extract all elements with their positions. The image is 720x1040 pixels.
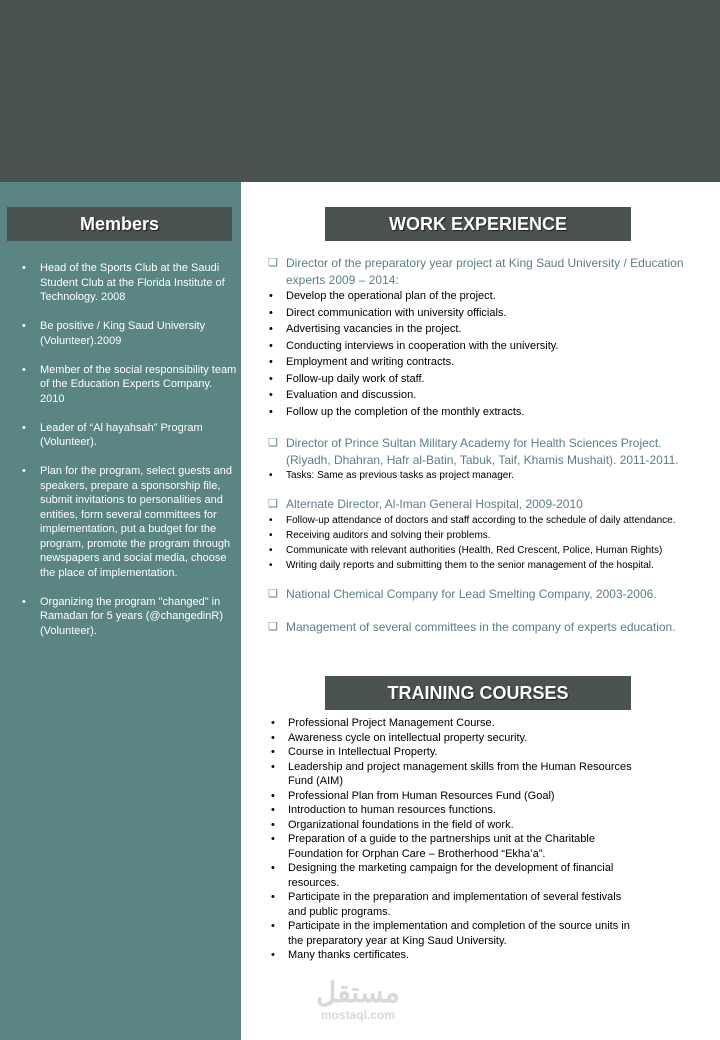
job-entry xyxy=(268,435,708,483)
job-title: ❑ National Chemical Company for Lead Smelting Company, 2003-2006. xyxy=(268,586,708,603)
job-title: ❑ Director of Prince Sultan Military Academy for Health Sciences Project. (Riyadh, Dhahran, Hafr al-Batin, Tabuk, Taif, Khamis Mushait). 2011-2011. xyxy=(268,435,708,468)
job-task: • Receiving auditors and solving their problems. xyxy=(268,528,708,543)
training-item: • Introduction to human resources functions. xyxy=(270,803,640,818)
member-item: • Be positive / King Saud University (Volunteer).2009 xyxy=(20,319,238,348)
training-item: • Preparation of a guide to the partnerships unit at the Charitable Foundation for Orphan Care – Brotherhood “Ekha’a”. xyxy=(270,832,640,861)
job-entry xyxy=(268,586,708,603)
job-task: • Follow-up daily work of staff. xyxy=(268,371,708,388)
job-entry xyxy=(268,619,708,636)
job-task: • Direct communication with university officials. xyxy=(268,305,708,322)
members-list xyxy=(20,261,238,653)
member-item: • Head of the Sports Club at the Saudi Student Club at the Florida Institute of Technology. 2008 xyxy=(20,261,238,305)
job-task: • Communicate with relevant authorities (Health, Red Crescent, Police, Human Rights) xyxy=(268,543,708,558)
member-item: • Leader of “Al hayahsah” Program (Volunteer). xyxy=(20,421,238,450)
training-item: • Participate in the preparation and implementation of several festivals and public programs. xyxy=(270,890,640,919)
training-item: • Leadership and project management skills from the Human Resources Fund (AIM) xyxy=(270,760,640,789)
training-item: • Designing the marketing campaign for the development of financial resources. xyxy=(270,861,640,890)
job-entry xyxy=(268,496,708,573)
member-item: • Member of the social responsibility team of the Education Experts Company. 2010 xyxy=(20,363,238,407)
training-item: • Professional Plan from Human Resources Fund (Goal) xyxy=(270,789,640,804)
training-item: • Awareness cycle on intellectual property security. xyxy=(270,731,640,746)
header-banner xyxy=(0,0,720,182)
job-task: • Follow up the completion of the monthly extracts. xyxy=(268,404,708,421)
training-item: • Professional Project Management Course. xyxy=(270,716,640,731)
sidebar xyxy=(0,182,241,1040)
training-item: • Course in Intellectual Property. xyxy=(270,745,640,760)
job-task: • Employment and writing contracts. xyxy=(268,354,708,371)
training-item: • Organizational foundations in the field of work. xyxy=(270,818,640,833)
training-list xyxy=(270,716,640,963)
job-task: • Conducting interviews in cooperation with the university. xyxy=(268,338,708,355)
job-task: • Follow-up attendance of doctors and staff according to the schedule of daily attendance. xyxy=(268,513,708,528)
mostaql-watermark: مستقل mostaql.com xyxy=(316,977,400,1022)
member-item: • Plan for the program, select guests and speakers, prepare a sponsorship file, submit invitations to personalities and entities, form several committees for implementation, put a budget for the program, promote the program through newspapers and social media, choose the place of implementation. xyxy=(20,464,238,580)
training-courses-heading: TRAINING COURSES xyxy=(325,676,631,710)
training-item: • Participate in the implementation and completion of the source units in the preparatory year at King Saud University. xyxy=(270,919,640,948)
job-title: ❑ Alternate Director, Al-Iman General Hospital, 2009-2010 xyxy=(268,496,708,513)
job-task: • Develop the operational plan of the project. xyxy=(268,288,708,305)
job-task: • Evaluation and discussion. xyxy=(268,387,708,404)
job-task: • Advertising vacancies in the project. xyxy=(268,321,708,338)
job-task: • Writing daily reports and submitting them to the senior management of the hospital. xyxy=(268,558,708,573)
work-experience-heading: WORK EXPERIENCE xyxy=(325,207,631,241)
members-heading: Members xyxy=(7,207,232,241)
job-title: ❑ Director of the preparatory year project at King Saud University / Education experts 2009 – 2014: xyxy=(268,255,708,288)
member-item: • Organizing the program "changed" in Ramadan for 5 years (@changedinR) (Volunteer). xyxy=(20,595,238,639)
job-task: • Tasks: Same as previous tasks as project manager. xyxy=(268,468,708,483)
job-title: ❑ Management of several committees in the company of experts education. xyxy=(268,619,708,636)
training-item: • Many thanks certificates. xyxy=(270,948,640,963)
job-entry xyxy=(268,255,708,420)
